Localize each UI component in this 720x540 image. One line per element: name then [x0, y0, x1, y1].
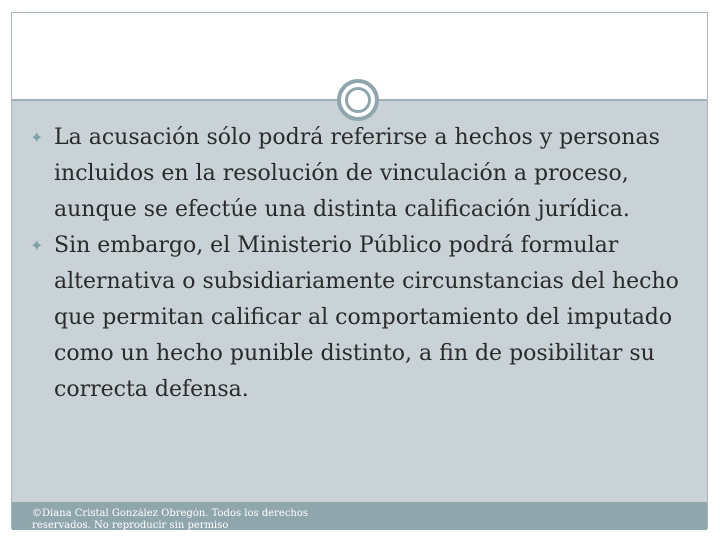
arrow-bullet-icon: ✦: [30, 128, 44, 147]
circle-ornament-inner: [345, 87, 371, 113]
paragraph-text: Sin embargo, el Ministerio Público podrá formular alternativa o subsidiariamente circunstancias del hecho que permitan calificar al comportamiento del imputado como un hecho punible distinto, a fin de posibilitar su correcta defensa.: [54, 233, 679, 402]
slide-body-text: [30, 120, 680, 408]
circle-ornament-icon: [337, 79, 379, 121]
bullet-paragraph: [30, 120, 680, 228]
paragraph-text: La acusación sólo podrá referirse a hechos y personas incluidos en la resolución de vinculación a proceso, aunque se efectúe una distinta calificación jurídica.: [54, 125, 660, 222]
arrow-bullet-icon: ✦: [30, 236, 44, 255]
footer-copyright-text: ©Diana Cristal González Obregón. Todos los derechos reservados. No reproducir sin permiso: [32, 508, 309, 530]
bullet-paragraph: [30, 228, 680, 408]
slide-footer: [12, 502, 707, 530]
